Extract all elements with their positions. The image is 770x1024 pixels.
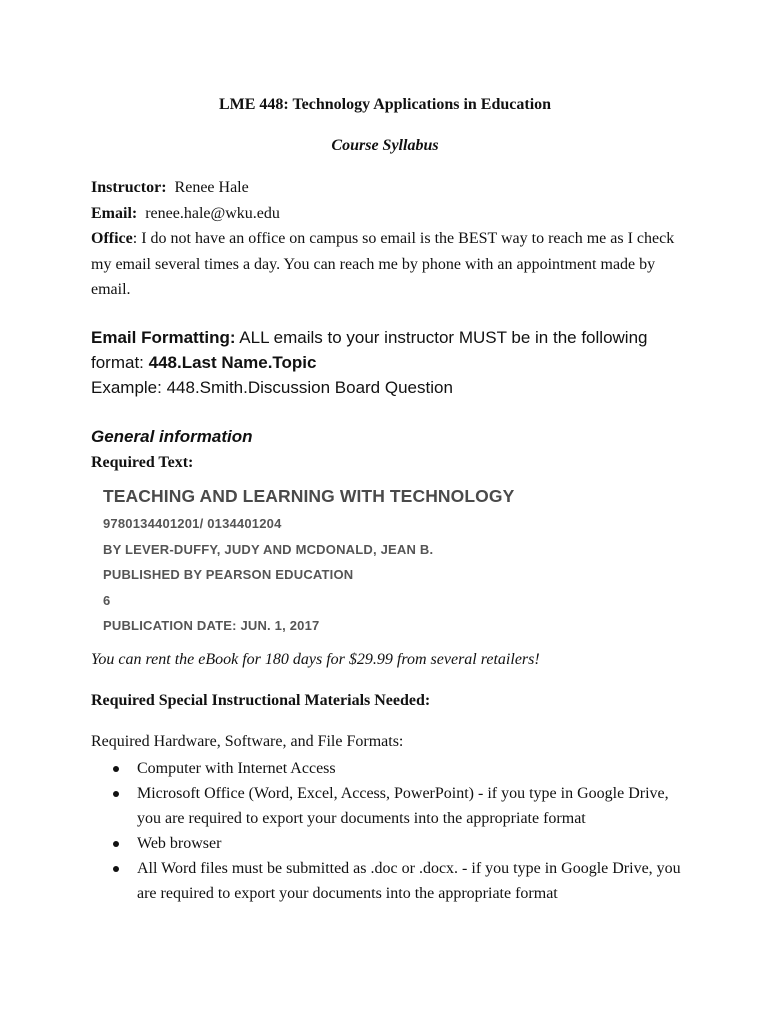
- book-publication-date: PUBLICATION DATE: JUN. 1, 2017: [103, 618, 320, 633]
- email-formatting-text: ALL emails to your instructor MUST be in the following format:: [91, 328, 648, 372]
- email-address: renee.hale@wku.edu: [145, 204, 280, 222]
- instructor-line: [91, 175, 691, 201]
- instructor-label: Instructor:: [91, 179, 167, 196]
- office-label: Office: [91, 230, 133, 247]
- bullet-icon: [113, 791, 119, 797]
- email-format-example: Example: 448.Smith.Discussion Board Question: [91, 378, 453, 397]
- email-line: [91, 201, 691, 227]
- book-authors: BY LEVER-DUFFY, JUDY AND MCDONALD, JEAN B.: [103, 541, 434, 557]
- book-title: TEACHING AND LEARNING WITH TECHNOLOGY: [103, 486, 515, 506]
- materials-heading: Required Special Instructional Materials Needed:: [91, 692, 431, 709]
- general-info-heading: General information: [91, 427, 253, 446]
- materials-list-wrapper: [91, 756, 691, 906]
- ebook-note: You can rent the eBook for 180 days for $29.99 from several retailers!: [91, 651, 540, 668]
- book-edition: 6: [103, 592, 111, 608]
- required-text-label: Required Text:: [91, 454, 194, 471]
- email-format-pattern: 448.Last Name.Topic: [148, 353, 317, 372]
- list-item: Computer with Internet Access: [91, 756, 691, 781]
- bullet-icon: [113, 766, 119, 772]
- materials-intro: Required Hardware, Software, and File Formats:: [91, 733, 404, 750]
- email-label: Email:: [91, 204, 138, 222]
- book-publisher: PUBLISHED BY PEARSON EDUCATION: [103, 567, 354, 582]
- office-line: [91, 226, 691, 303]
- page-subtitle: Course Syllabus: [331, 137, 439, 154]
- bullet-icon: [113, 841, 119, 847]
- page-title: LME 448: Technology Applications in Education: [218, 96, 552, 113]
- email-formatting-section: [91, 325, 681, 400]
- bullet-icon: [113, 866, 119, 872]
- materials-list: [91, 756, 691, 906]
- instructor-info: [91, 175, 691, 303]
- instructor-name: Renee Hale: [174, 179, 249, 196]
- list-item: Web browser: [91, 831, 691, 856]
- list-item: Microsoft Office (Word, Excel, Access, PowerPoint) - if you type in Google Drive, you are required to export your documents into the appropriate format: [91, 781, 691, 831]
- office-text: : I do not have an office on campus so email is the BEST way to reach me as I check my email several times a day. You can reach me by phone with an appointment made by email.: [91, 230, 675, 298]
- book-isbn: 9780134401201/ 0134401204: [103, 516, 282, 531]
- email-formatting-label: Email Formatting:: [91, 328, 236, 347]
- list-item: All Word files must be submitted as .doc or .docx. - if you type in Google Drive, you are required to export your documents into the appropriate format: [91, 856, 691, 906]
- email-formatting-rule: [91, 325, 681, 375]
- required-book: [103, 486, 663, 644]
